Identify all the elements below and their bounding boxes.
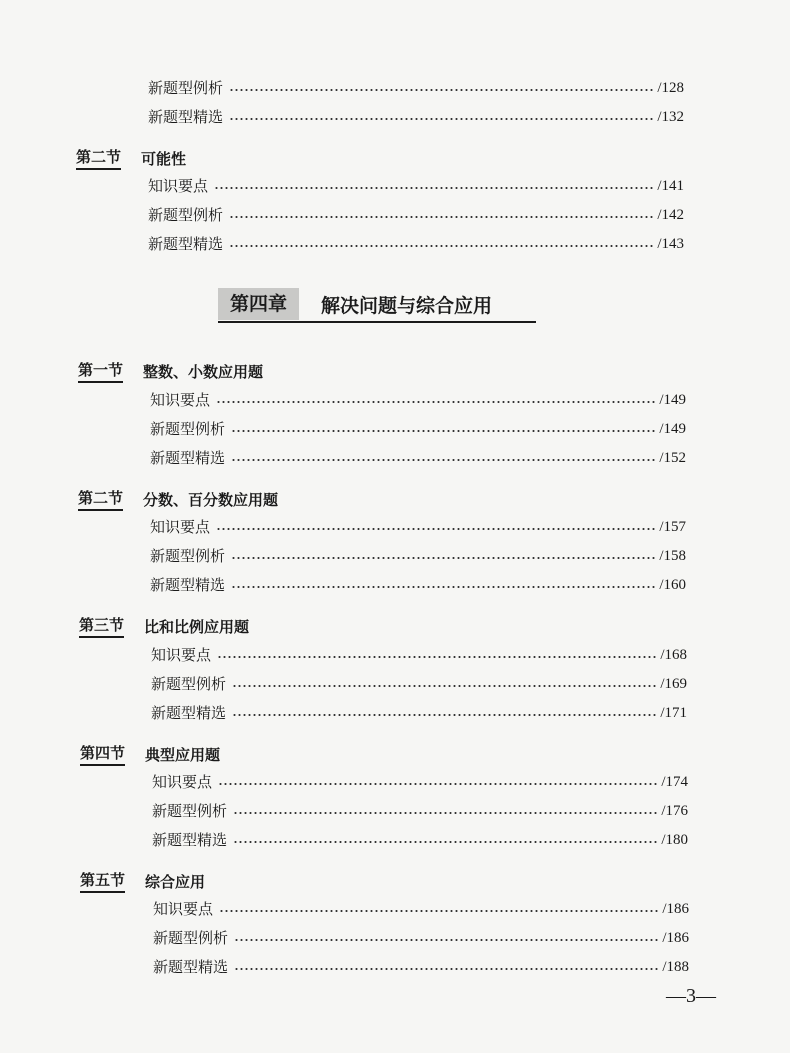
entry-label: 新题型精选 — [148, 235, 224, 253]
chapter-number: 第四章 — [218, 288, 299, 320]
entry-label: 知识要点 — [151, 646, 212, 664]
section-title: 比和比例应用题 — [144, 617, 250, 636]
dot-leader — [217, 656, 658, 658]
dot-leader — [219, 910, 660, 912]
dot-leader — [229, 118, 655, 120]
entry-page: /158 — [659, 548, 686, 564]
section-number: 第二节 — [78, 488, 123, 511]
entry-page: /160 — [659, 577, 686, 593]
entry-page: /169 — [660, 676, 687, 692]
chapter-title: 解决问题与综合应用 — [321, 294, 493, 317]
entry-label: 知识要点 — [152, 773, 213, 791]
section-title: 综合应用 — [145, 872, 206, 891]
toc-entry[interactable] — [151, 701, 687, 725]
dot-leader — [216, 401, 657, 403]
dot-leader — [231, 459, 657, 461]
entry-page: /186 — [662, 930, 689, 946]
entry-page: /171 — [660, 705, 687, 721]
entry-page: /174 — [661, 774, 688, 790]
toc-entry[interactable] — [153, 955, 689, 979]
section-heading[interactable] — [76, 145, 186, 171]
chapter-heading[interactable] — [218, 287, 536, 323]
entry-page: /168 — [660, 647, 687, 663]
toc-entry[interactable] — [152, 770, 688, 794]
entry-page: /152 — [659, 450, 686, 466]
toc-entry[interactable] — [148, 76, 684, 100]
dot-leader — [229, 216, 655, 218]
entry-label: 新题型例析 — [148, 79, 224, 97]
toc-entry[interactable] — [153, 926, 689, 950]
toc-entry[interactable] — [152, 828, 688, 852]
entry-label: 新题型例析 — [150, 547, 226, 565]
dot-leader — [234, 968, 660, 970]
dot-leader — [229, 89, 655, 91]
entry-page: /149 — [659, 421, 686, 437]
dot-leader — [231, 430, 657, 432]
entry-page: /188 — [662, 959, 689, 975]
entry-page: /176 — [661, 803, 688, 819]
toc-entry[interactable] — [148, 232, 684, 256]
toc-entry[interactable] — [150, 388, 686, 412]
entry-label: 新题型例析 — [150, 420, 226, 438]
entry-page: /180 — [661, 832, 688, 848]
section-title: 典型应用题 — [145, 745, 221, 764]
section-title: 分数、百分数应用题 — [143, 490, 279, 509]
section-heading[interactable] — [80, 741, 220, 767]
dot-leader — [231, 557, 657, 559]
entry-label: 新题型精选 — [151, 704, 227, 722]
entry-page: /128 — [657, 80, 684, 96]
toc-entry[interactable] — [148, 203, 684, 227]
entry-label: 新题型例析 — [152, 802, 228, 820]
section-number: 第一节 — [78, 360, 123, 383]
dot-leader — [214, 187, 655, 189]
entry-page: /142 — [657, 207, 684, 223]
entry-page: /132 — [657, 109, 684, 125]
toc-entry[interactable] — [151, 672, 687, 696]
dot-leader — [218, 783, 659, 785]
toc-entry[interactable] — [148, 105, 684, 129]
dot-leader — [232, 685, 658, 687]
toc-entry[interactable] — [152, 799, 688, 823]
entry-page: /143 — [657, 236, 684, 252]
section-number: 第二节 — [76, 147, 121, 170]
section-title: 可能性 — [141, 149, 187, 168]
entry-label: 新题型精选 — [148, 108, 224, 126]
toc-entry[interactable] — [150, 544, 686, 568]
entry-label: 知识要点 — [150, 518, 211, 536]
section-title: 整数、小数应用题 — [143, 362, 264, 381]
entry-label: 新题型例析 — [151, 675, 227, 693]
section-number: 第四节 — [80, 743, 125, 766]
dot-leader — [233, 841, 659, 843]
section-number: 第三节 — [79, 615, 124, 638]
entry-label: 新题型例析 — [148, 206, 224, 224]
dot-leader — [216, 528, 657, 530]
section-heading[interactable] — [79, 613, 249, 639]
dot-leader — [234, 939, 660, 941]
section-heading[interactable] — [78, 358, 263, 384]
entry-label: 新题型例析 — [153, 929, 229, 947]
entry-label: 知识要点 — [150, 391, 211, 409]
toc-entry[interactable] — [151, 643, 687, 667]
dot-leader — [233, 812, 659, 814]
toc-entry[interactable] — [150, 417, 686, 441]
section-heading[interactable] — [78, 486, 278, 512]
entry-label: 新题型精选 — [152, 831, 228, 849]
dot-leader — [229, 245, 655, 247]
section-number: 第五节 — [80, 870, 125, 893]
toc-entry[interactable] — [148, 174, 684, 198]
entry-label: 新题型精选 — [153, 958, 229, 976]
entry-page: /141 — [657, 178, 684, 194]
dot-leader — [231, 586, 657, 588]
entry-page: /186 — [662, 901, 689, 917]
dot-leader — [232, 714, 658, 716]
entry-label: 新题型精选 — [150, 576, 226, 594]
toc-entry[interactable] — [150, 515, 686, 539]
entry-label: 知识要点 — [153, 900, 214, 918]
toc-entry[interactable] — [153, 897, 689, 921]
entry-label: 知识要点 — [148, 177, 209, 195]
page-number: —3— — [666, 985, 716, 1007]
entry-label: 新题型精选 — [150, 449, 226, 467]
toc-entry[interactable] — [150, 573, 686, 597]
toc-entry[interactable] — [150, 446, 686, 470]
entry-page: /157 — [659, 519, 686, 535]
section-heading[interactable] — [80, 868, 205, 894]
entry-page: /149 — [659, 392, 686, 408]
